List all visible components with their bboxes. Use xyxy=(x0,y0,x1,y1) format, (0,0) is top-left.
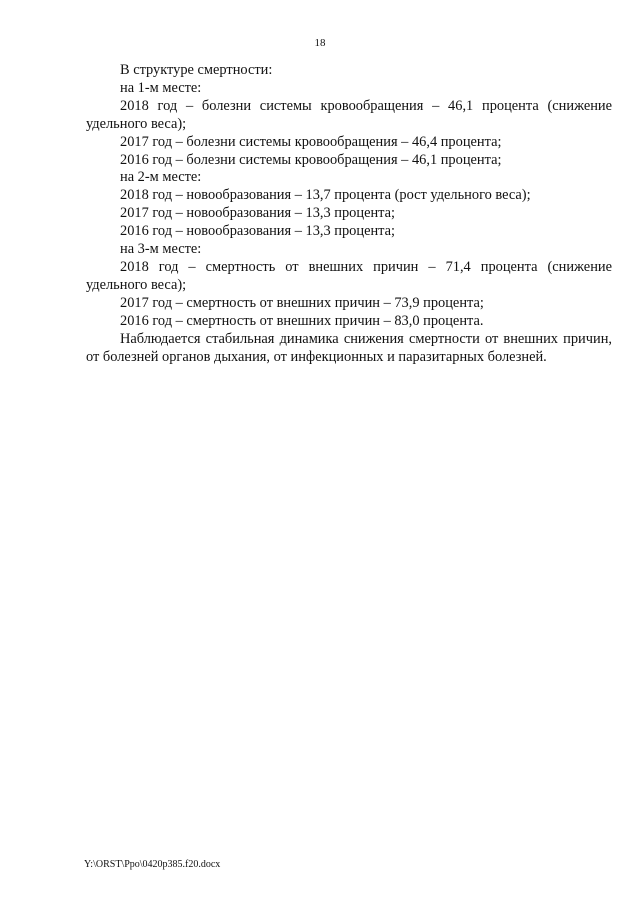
page-number: 18 xyxy=(314,37,326,49)
item-2016-neoplasms: 2016 год – новообразования – 13,3 процента; xyxy=(120,223,396,240)
item-2016-external-causes: 2016 год – смертность от внешних причин – 83,0 процента. xyxy=(120,312,484,329)
item-2017-neoplasms: 2017 год – новообразования – 13,3 процента; xyxy=(120,205,396,222)
heading-second-place: на 2-м месте: xyxy=(120,169,202,186)
document-body xyxy=(86,62,612,366)
paragraph-mortality-structure: В структуре смертности: xyxy=(120,62,273,78)
item-2018-circulatory: 2018 год – болезни системы кровообращения – 46,1 процента (снижение удельного веса); xyxy=(86,97,612,132)
heading-first-place: на 1-м месте: xyxy=(120,79,202,96)
item-2017-circulatory: 2017 год – болезни системы кровообращения – 46,4 процента; xyxy=(120,133,502,150)
paragraph-trend-conclusion: Наблюдается стабильная динамика снижения смертности от внешних причин, от болезней органов дыхания, от инфекционных и паразитарных болезней. xyxy=(86,330,612,365)
item-2016-circulatory: 2016 год – болезни системы кровообращения – 46,1 процента; xyxy=(120,151,502,168)
footer-file-path: Y:\ORST\Ppo\0420p385.f20.docx xyxy=(84,859,221,870)
heading-third-place: на 3-м месте: xyxy=(120,241,202,258)
item-2018-neoplasms: 2018 год – новообразования – 13,7 процента (рост удельного веса); xyxy=(120,187,531,204)
item-2017-external-causes: 2017 год – смертность от внешних причин – 73,9 процента; xyxy=(120,294,484,311)
item-2018-external-causes: 2018 год – смертность от внешних причин – 71,4 процента (снижение удельного веса); xyxy=(86,258,612,293)
